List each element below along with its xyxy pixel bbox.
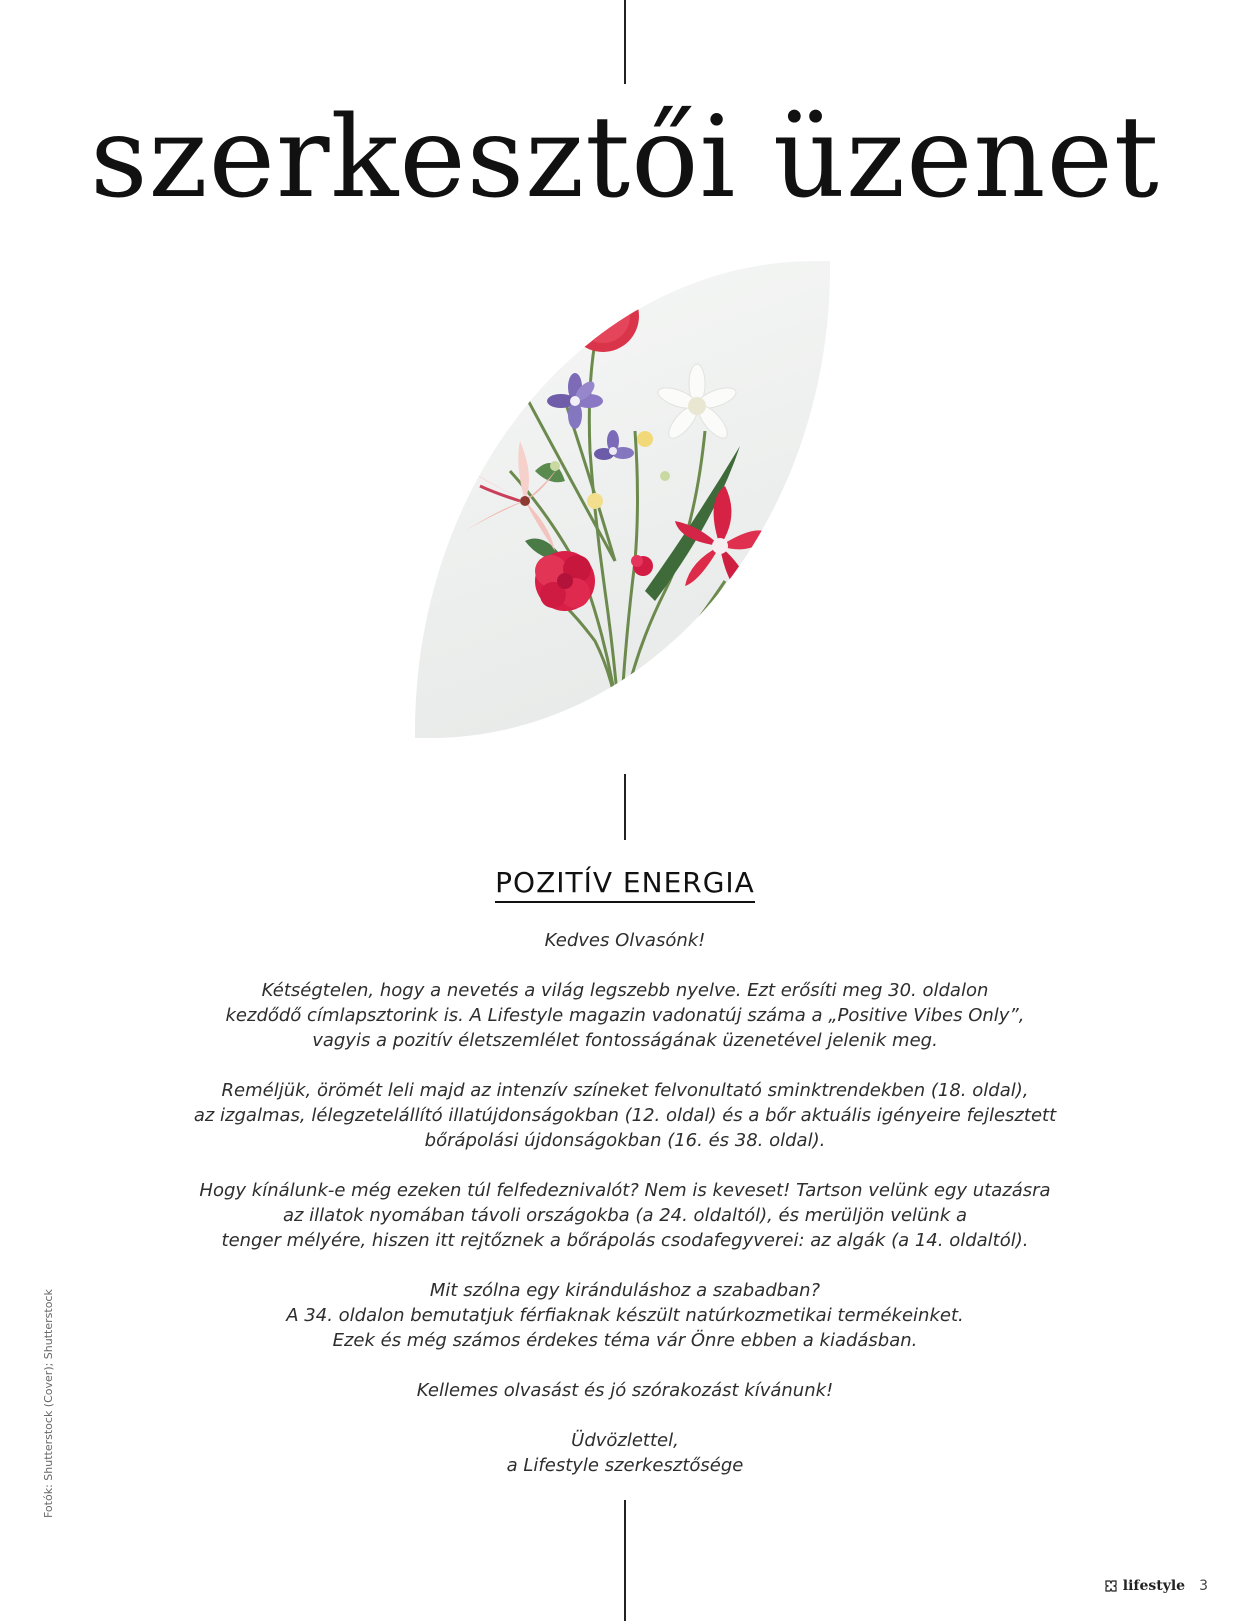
flower-bouquet-photo xyxy=(415,261,830,738)
signature xyxy=(120,1428,1130,1478)
editorial-body xyxy=(120,928,1130,1503)
page-number: 3 xyxy=(1199,1578,1208,1594)
signature-line: a Lifestyle szerkesztősége xyxy=(506,1455,744,1476)
signature-line: Üdvözlettel, xyxy=(571,1430,679,1451)
paragraph-line: tenger mélyére, hiszen itt rejtőznek a bőrápolás csodafegyverei: az algák (a 14. oldaltól). xyxy=(221,1230,1029,1251)
paragraph-line: kezdődő címlapsztorink is. A Lifestyle magazin vadonatúj száma a „Positive Vibes Only”, xyxy=(225,1005,1025,1026)
paragraph-line: vagyis a pozitív életszemlélet fontosságának üzenetével jelenik meg. xyxy=(312,1030,938,1051)
greeting-line: Kedves Olvasónk! xyxy=(544,930,706,951)
paragraph-2 xyxy=(120,1078,1130,1153)
paragraph-5 xyxy=(120,1378,1130,1403)
lifestyle-logo-icon xyxy=(1105,1580,1117,1592)
flower-bouquet-illustration xyxy=(415,261,830,738)
paragraph-4 xyxy=(120,1278,1130,1353)
bottom-divider-line xyxy=(624,1500,626,1621)
section-title-text: POZITÍV ENERGIA xyxy=(495,866,755,903)
paragraph-3 xyxy=(120,1178,1130,1253)
paragraph-line: az izgalmas, lélegzetelállító illatújdonságokban (12. oldal) és a bőr aktuális igényeire fejlesztett xyxy=(193,1105,1057,1126)
paragraph-line: A 34. oldalon bemutatjuk férfiaknak készült natúrkozmetikai termékeinket. xyxy=(286,1305,964,1326)
top-divider-line xyxy=(624,0,626,84)
page-headline: szerkesztői üzenet xyxy=(90,93,1160,223)
section-title xyxy=(0,866,1250,899)
photo-credit: Fotók: Shutterstock (Cover); Shutterstock xyxy=(42,1289,55,1518)
paragraph-1 xyxy=(120,978,1130,1053)
paragraph-line: Mit szólna egy kiránduláshoz a szabadban? xyxy=(429,1280,821,1301)
paragraph-line: Reméljük, örömét leli majd az intenzív színeket felvonultató sminktrendekben (18. oldal), xyxy=(221,1080,1029,1101)
paragraph-line: Kétségtelen, hogy a nevetés a világ legszebb nyelve. Ezt erősíti meg 30. oldalon xyxy=(261,980,989,1001)
paragraph-line: az illatok nyomában távoli országokba (a 24. oldaltól), és merüljön velünk a xyxy=(282,1205,968,1226)
greeting xyxy=(120,928,1130,953)
page-footer xyxy=(1105,1578,1208,1594)
paragraph-line: Kellemes olvasást és jó szórakozást kívánunk! xyxy=(416,1380,834,1401)
middle-divider-line xyxy=(624,774,626,840)
paragraph-line: bőrápolási újdonságokban (16. és 38. oldal). xyxy=(424,1130,826,1151)
paragraph-line: Hogy kínálunk-e még ezeken túl felfedeznivalót? Nem is keveset! Tartson velünk egy utazásra xyxy=(199,1180,1051,1201)
paragraph-line: Ezek és még számos érdekes téma vár Önre ebben a kiadásban. xyxy=(332,1330,918,1351)
brand-name: lifestyle xyxy=(1122,1578,1186,1594)
